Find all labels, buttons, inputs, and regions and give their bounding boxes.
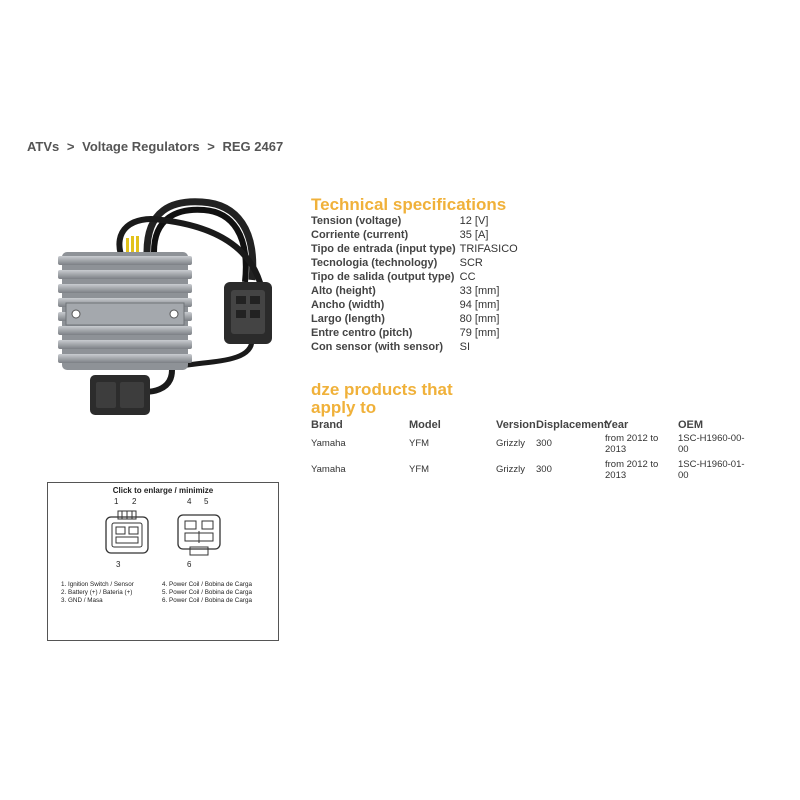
specs-row [309,214,520,228]
legend-item: 2. Battery (+) / Bateria (+) [61,589,133,596]
cell-displacement: 300 [536,464,552,475]
col-header-displacement: Displacement [536,419,608,431]
spec-value: SI [459,341,471,353]
breadcrumb [27,139,287,154]
spec-value: 12 [V] [459,215,489,227]
col-header-year: Year [605,419,629,431]
spec-value: CC [459,271,476,283]
breadcrumb-link-voltage-regulators[interactable]: Voltage Regulators [82,139,200,154]
pin-label: 3 [116,560,121,569]
specs-row [309,284,520,298]
specs-row [309,228,520,242]
connector-6pin-icon [176,509,222,557]
cell-model: YFM [409,438,430,449]
pin-label: 1 [114,497,119,506]
spec-value: SCR [459,257,483,269]
legend-item: 5. Power Coil / Bobina de Carga [162,589,252,596]
col-header-oem: OEM [678,419,704,431]
spec-value: 79 [mm] [459,327,500,339]
spec-value: 94 [mm] [459,299,500,311]
cell-brand: Yamaha [311,438,346,449]
spec-label: Con sensor (with sensor) [311,341,444,353]
cell-brand: Yamaha [311,464,346,475]
legend-item: 3. GND / Masa [61,597,103,604]
specs-row [309,298,520,312]
col-header-version: Version [496,419,536,431]
breadcrumb-current: REG 2467 [222,139,284,154]
spec-label: Tension (voltage) [311,215,402,227]
spec-label: Tipo de salida (output type) [311,271,455,283]
spec-label: Alto (height) [311,285,376,297]
col-header-model: Model [409,419,441,431]
spec-value: TRIFASICO [459,243,518,255]
breadcrumb-separator: > [66,139,75,154]
spec-label: Ancho (width) [311,299,385,311]
product-image[interactable] [52,190,297,435]
spec-value: 80 [mm] [459,313,500,325]
specs-row [309,326,520,340]
spec-label: Tecnologia (technology) [311,257,438,269]
spec-label: Largo (length) [311,313,385,325]
legend-item: 6. Power Coil / Bobina de Carga [162,597,252,604]
spec-value: 33 [mm] [459,285,500,297]
pin-label: 2 [132,497,137,506]
diagram-title[interactable]: Click to enlarge / minimize [112,486,214,495]
specs-row [309,242,520,256]
specs-row [309,312,520,326]
cell-oem: 1SC-H1960-00-00 [678,433,745,455]
spec-label: Entre centro (pitch) [311,327,413,339]
connector-3pin-icon [104,509,150,557]
legend-left [61,581,134,605]
cell-oem: 1SC-H1960-01-00 [678,459,745,481]
connector-diagram[interactable] [47,482,279,641]
specs-table [309,214,520,354]
pin-label: 5 [204,497,209,506]
legend-item: 1. Ignition Switch / Sensor [61,581,134,588]
cell-displacement: 300 [536,438,552,449]
specs-row [309,270,520,284]
cell-year: from 2012 to 2013 [605,459,659,481]
col-header-brand: Brand [311,419,343,431]
spec-label: Tipo de entrada (input type) [311,243,456,255]
spec-label: Corriente (current) [311,229,409,241]
cell-version: Grizzly [496,438,526,449]
pin-label: 6 [187,560,192,569]
breadcrumb-link-atvs[interactable]: ATVs [27,139,60,154]
specs-row [309,340,520,354]
specs-row [309,256,520,270]
cell-model: YFM [409,464,430,475]
cell-year: from 2012 to 2013 [605,433,659,455]
specs-title: Technical specifications [311,195,507,214]
pin-label: 4 [187,497,192,506]
legend-item: 4. Power Coil / Bobina de Carga [162,581,252,588]
breadcrumb-separator: > [207,139,215,154]
spec-value: 35 [A] [459,229,489,241]
legend-right [162,581,252,605]
cell-version: Grizzly [496,464,526,475]
applications-title: dze products that apply to [311,380,453,417]
